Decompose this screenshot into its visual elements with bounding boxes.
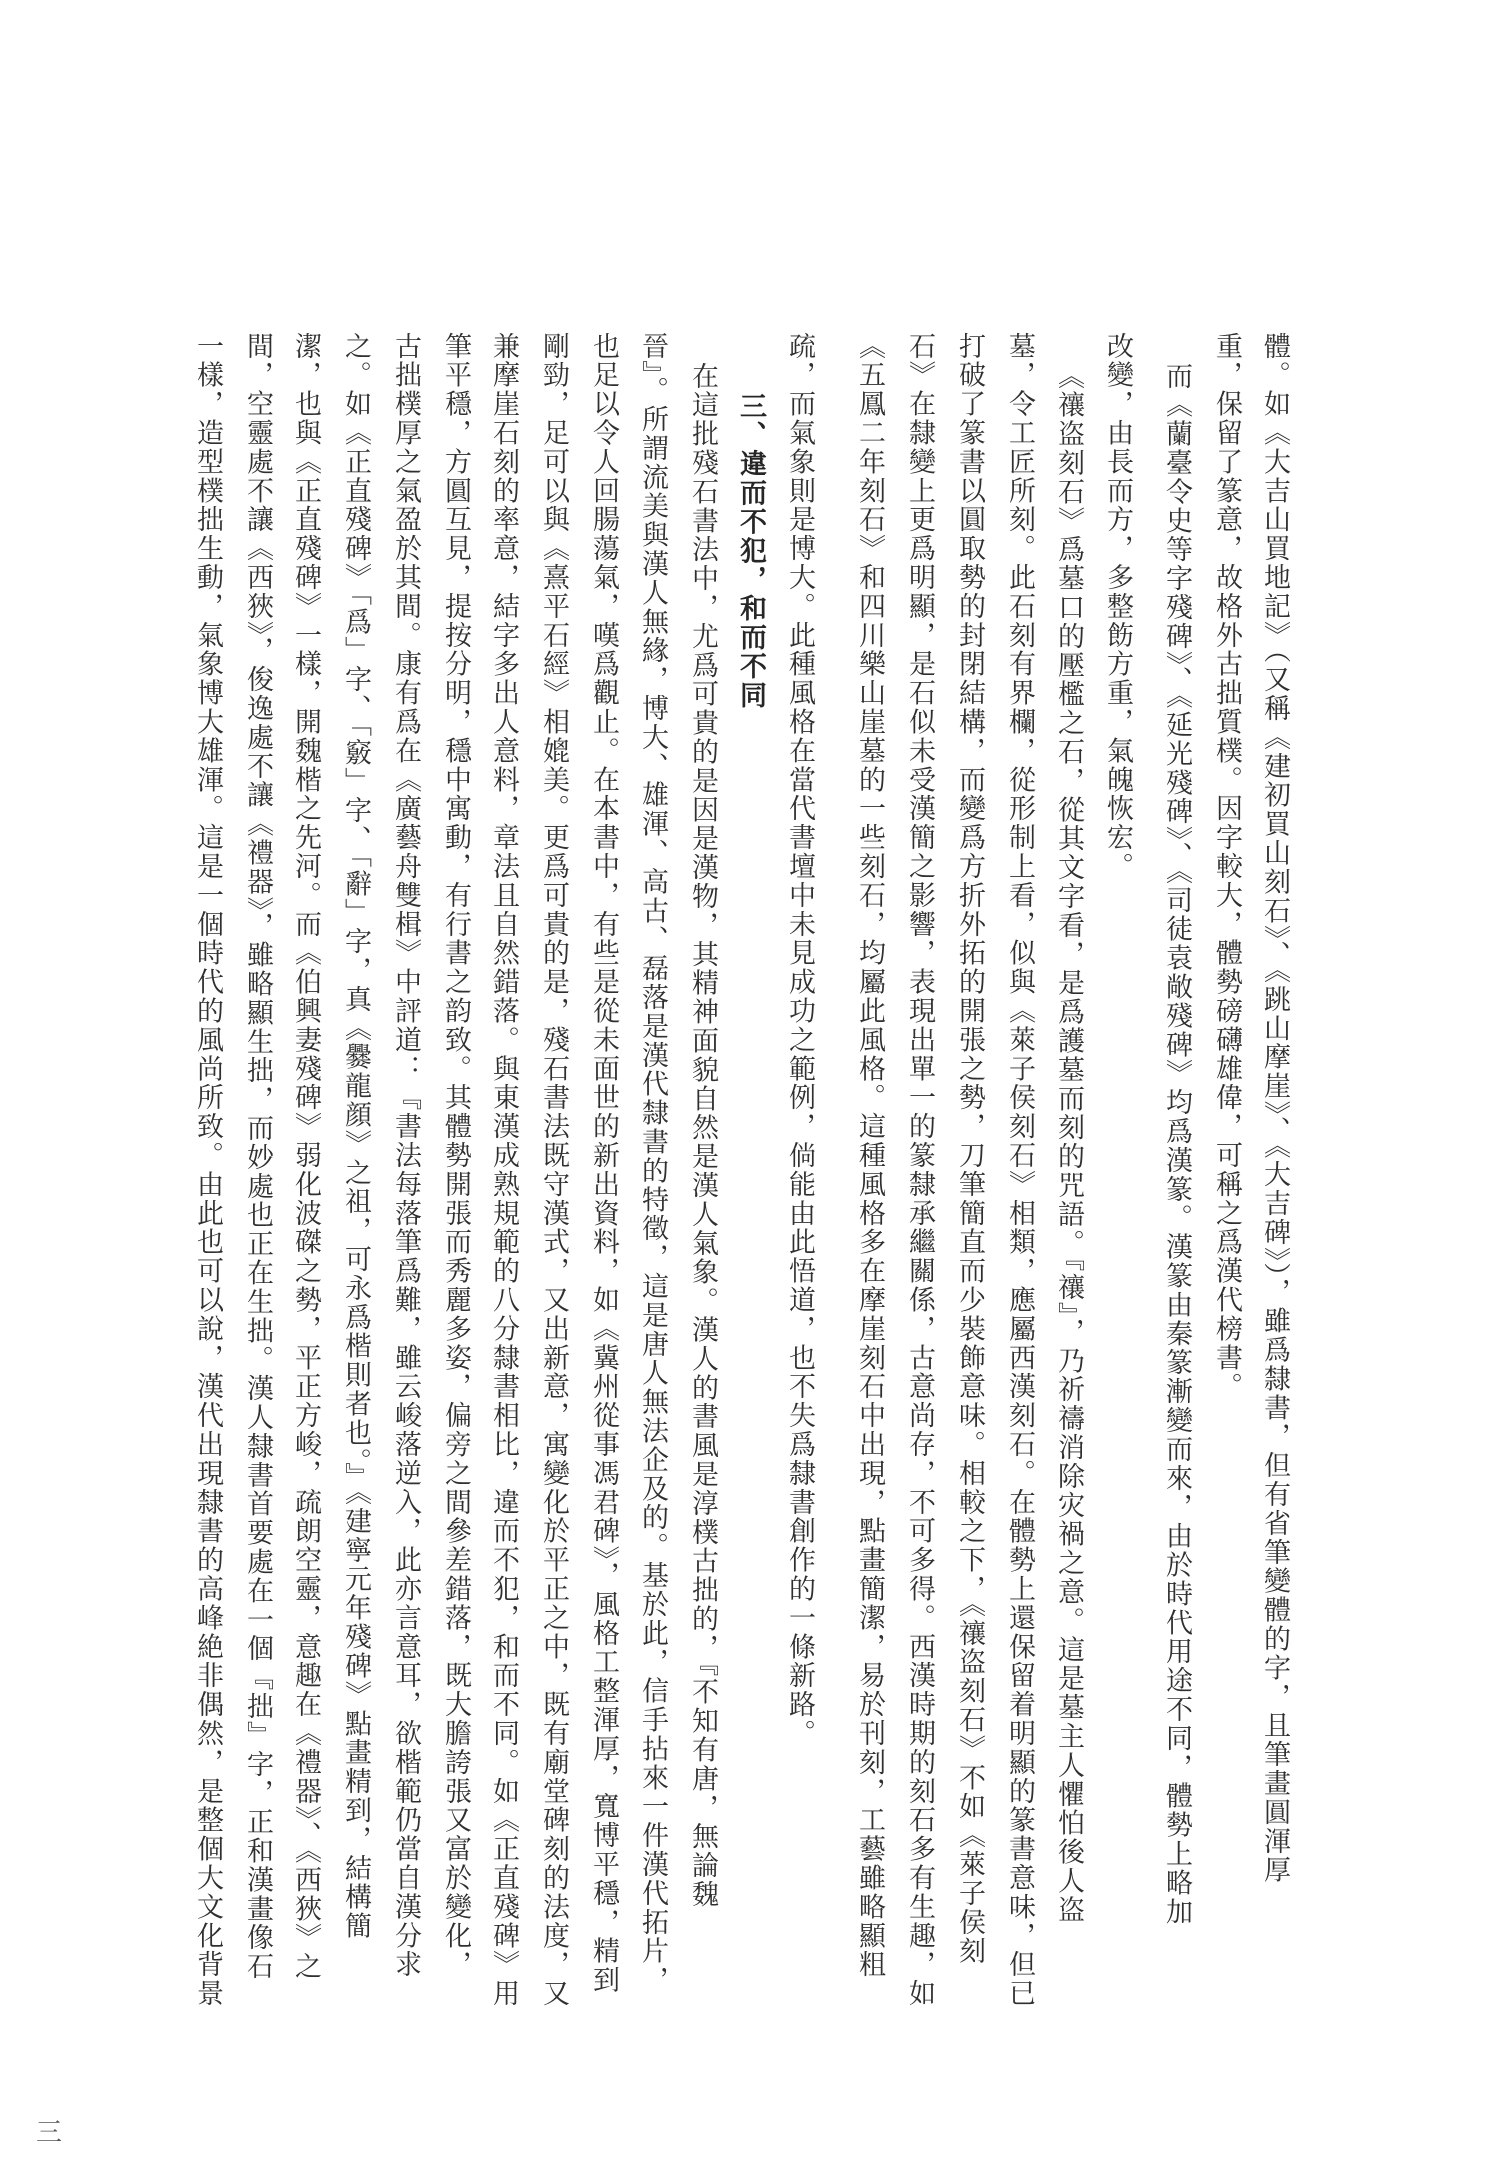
text-column: 《五鳳二年刻石》和四川樂山崖墓的一些刻石，均屬此風格。這種風格多在摩崖刻石中出現，點畫簡潔，易於刊刻，工藝雖略顯粗 <box>854 332 885 1980</box>
text-column: 間，空靈處不讓《西狹》，俊逸處不讓《禮器》，雖略顯生拙，而妙處也正在生拙。漢人隸書首要處在一個『拙』字，正和漢畫像石 <box>242 332 273 1982</box>
text-column: 而《蘭臺令史等字殘碑》、《延光殘碑》、《司徒袁敞殘碑》均爲漢篆。漢篆由秦篆漸變而來，由於時代用途不同，體勢上略加 <box>1161 362 1192 1927</box>
text-column: 重，保留了篆意，故格外古拙質樸。因字較大，體勢磅礴雄偉，可稱之爲漢代榜書。 <box>1211 332 1242 1402</box>
text-column: 墓，令工匠所刻。此石刻有界欄，從形制上看，似與《萊子侯刻石》相類，應屬西漢刻石。在體勢上還保留着明顯的篆書意味，但已 <box>1004 332 1035 2009</box>
page-number: 三 <box>36 2118 63 2148</box>
text-column: 在這批殘石書法中，尤爲可貴的是因是漢物，其精神面貌自然是漢人氣象。漢人的書風是淳樸古拙的，『不知有唐，無論魏 <box>687 362 718 1910</box>
text-column: 也足以令人回腸蕩氣，嘆爲觀止。在本書中，有些是從未面世的新出資料，如《冀州從事馮君碑》，風格工整渾厚，寬博平穩，精到 <box>588 332 619 1995</box>
text-column: 改變，由長而方，多整飭方重，氣魄恢宏。 <box>1102 332 1133 882</box>
text-column: 一樣，造型樸拙生動，氣象博大雄渾。這是一個時代的風尚所致。由此也可以說，漢代出現隸書的高峰絶非偶然，是整個大文化背景 <box>192 332 223 2009</box>
text-column: 《禳盗刻石》爲墓口的壓檻之石，從其文字看，是爲護墓而刻的咒語。『禳』，乃祈禱消除灾禍之意。這是墓主人懼怕後人盗 <box>1053 362 1084 1925</box>
text-column: 晉』。所謂流美與漢人無緣，博大、雄渾、高古、磊落是漢代隸書的特徵，這是唐人無法企及的。基於此，信手拈來一件漢代拓片， <box>637 332 668 1995</box>
text-column: 兼摩崖石刻的率意，結字多出人意料，章法且自然錯落。與東漢成熟規範的八分隸書相比，違而不犯，和而不同。如《正直殘碑》用 <box>488 332 519 2009</box>
text-column: 古拙樸厚之氣盈於其間。康有爲在《廣藝舟雙楫》中評道：『書法每落筆爲難，雖云峻落逆入，此亦言意耳，欲楷範仍當自漢分求 <box>390 332 421 1980</box>
text-column: 剛勁，足可以與《熹平石經》相媲美。更爲可貴的是，殘石書法既守漢式，又出新意，寓變化於平正之中，既有廟堂碑刻的法度，又 <box>538 332 569 2009</box>
text-column: 石》在隸變上更爲明顯，是石似未受漢簡之影響，表現出單一的篆隸承繼關係，古意尚存，不可多得。西漢時期的刻石多有生趣，如 <box>904 332 935 2009</box>
text-column: 體。如《大吉山買地記》（又稱《建初買山刻石》、《跳山摩崖》、《大吉碑》），雖爲隸書，但有省筆變體的字，且筆畫圓渾厚 <box>1259 332 1290 1885</box>
text-column: 打破了篆書以圓取勢的封閉結構，而變爲方折外拓的開張之勢，刀筆簡直而少裝飾意味。相較之下，《禳盗刻石》不如《萊子侯刻 <box>954 332 985 1966</box>
section-heading: 三、違而不犯，和而不同 <box>735 392 766 710</box>
text-column: 疏，而氣象則是博大。此種風格在當代書壇中未見成功之範例，倘能由此悟道，也不失爲隸書創作的一條新路。 <box>784 332 815 1749</box>
text-column: 筆平穩，方圓互見，提按分明，穩中寓動，有行書之韵致。其體勢開張而秀麗多姿，偏旁之間參差錯落，既大膽誇張又富於變化， <box>440 332 471 1980</box>
text-column: 之。如《正直殘碑》「爲」字、「竅」字、「辭」字，真《爨龍顔》之祖，可永爲楷則者也。』《建寧元年殘碑》點畫精到，結構簡 <box>340 332 371 1941</box>
text-column: 潔，也與《正直殘碑》一樣，開魏楷之先河。而《伯興妻殘碑》弱化波磔之勢，平正方峻，疏朗空靈，意趣在《禮器》、《西狹》之 <box>290 332 321 1982</box>
